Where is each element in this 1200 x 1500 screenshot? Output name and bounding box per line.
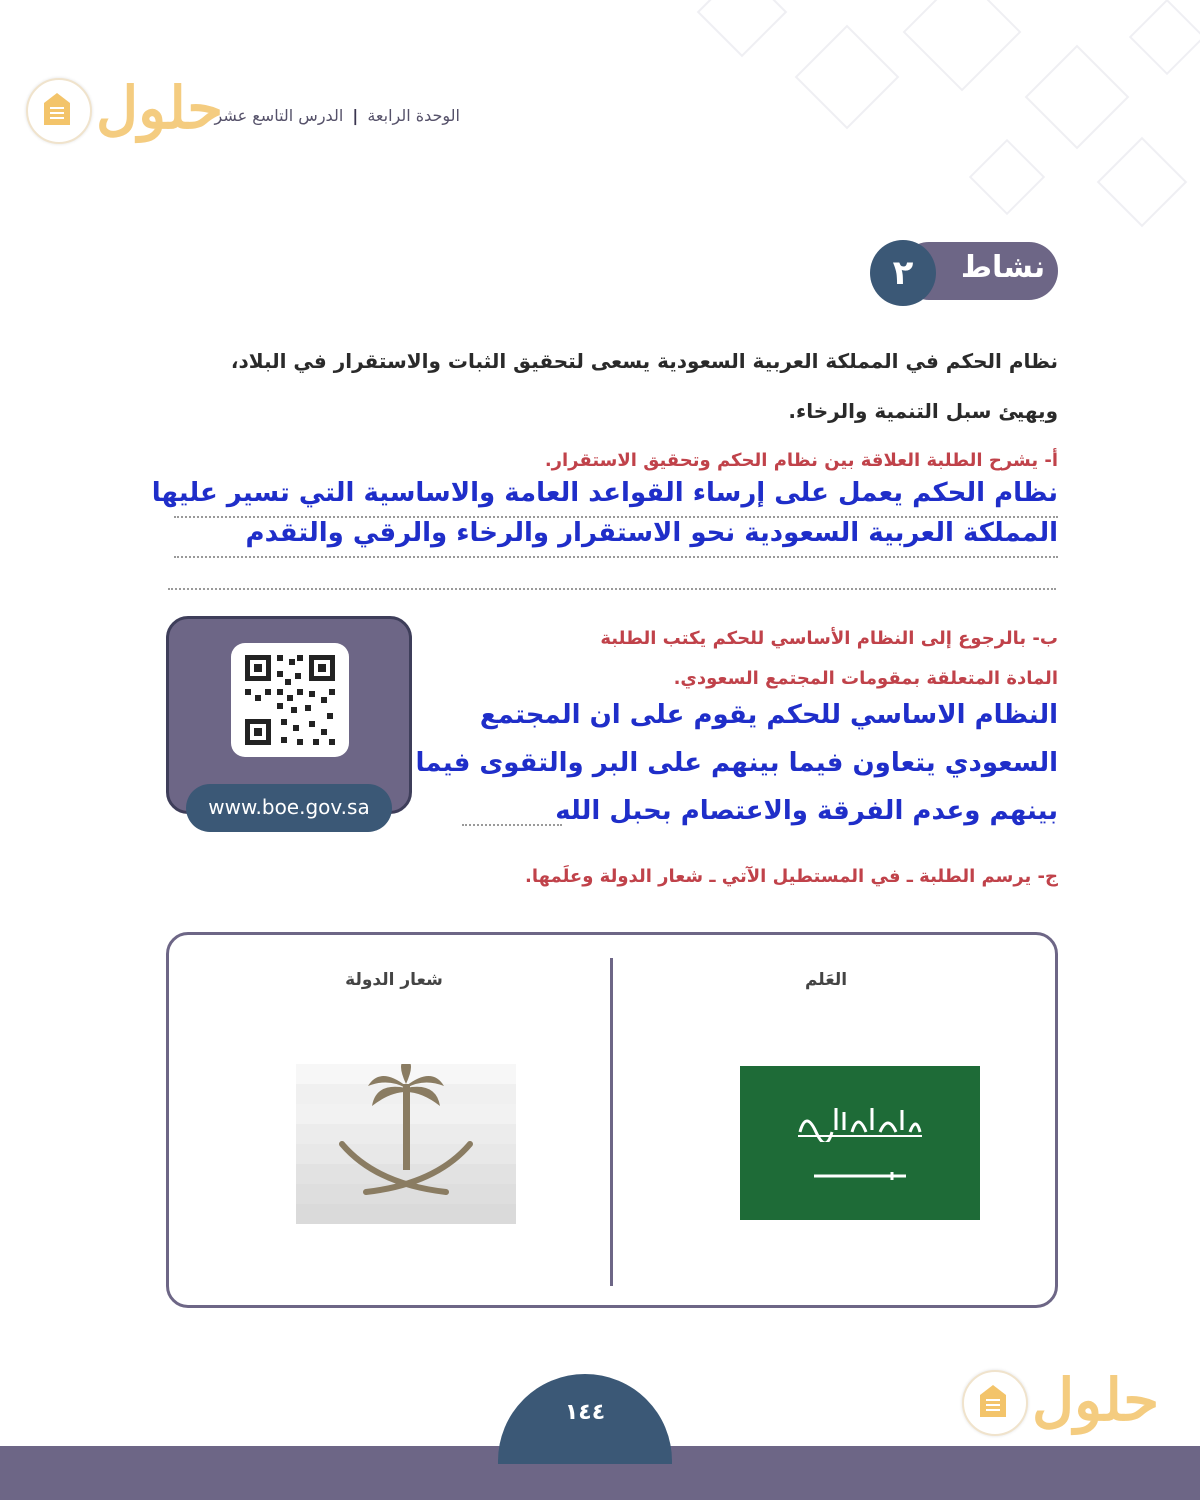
intro-line-1: نظام الحكم في المملكة العربية السعودية يسعى لتحقيق الثبات والاستقرار في البلاد، — [230, 349, 1058, 373]
activity-badge — [870, 240, 1060, 306]
qr-code[interactable] — [231, 643, 349, 757]
state-emblem-image — [296, 1064, 516, 1224]
intro-line-2: ويهيئ سبل التنمية والرخاء. — [788, 399, 1058, 423]
answer-a-line-2: المملكة العربية السعودية نحو الاستقرار والرخاء والرقي والتقدم — [174, 518, 1058, 558]
page-number: ١٤٤ — [564, 1400, 606, 1425]
answer-b-line-1: النظام الاساسي للحكم يقوم على ان المجتمع — [479, 700, 1058, 730]
qr-code-icon — [231, 643, 349, 757]
activity-label: نشاط — [960, 250, 1046, 285]
flag-caption: العَلم — [804, 970, 848, 990]
url-link[interactable]: www.boe.gov.sa — [186, 784, 392, 832]
saudi-flag-image — [740, 1066, 980, 1220]
question-b-line-2: المادة المتعلقة بمقومات المجتمع السعودي. — [673, 668, 1058, 689]
answer-a-line-1: نظام الحكم يعمل على إرساء القواعد العامة والاساسية التي تسير عليها — [174, 478, 1058, 518]
activity-number: ٢ — [870, 240, 936, 306]
question-a: أ- يشرح الطلبة العلاقة بين نظام الحكم وتحقيق الاستقرار. — [544, 450, 1058, 471]
logo-wordmark: حلول — [96, 74, 224, 142]
drawing-divider — [610, 958, 613, 1286]
unit-title: الوحدة الرابعة — [367, 106, 460, 125]
intro-paragraph — [158, 336, 1058, 436]
decorative-pattern — [680, 0, 1200, 240]
lesson-title: الدرس التاسع عشر — [214, 106, 344, 125]
answer-b-dotted-end — [462, 824, 562, 826]
book-icon — [980, 1385, 1006, 1417]
logo-wordmark: حلول — [1032, 1366, 1160, 1434]
sword-icon — [812, 1170, 908, 1182]
book-icon — [44, 93, 70, 125]
question-b-line-1: ب- بالرجوع إلى النظام الأساسي للحكم يكتب الطلبة — [600, 628, 1058, 649]
question-c: ج- يرسم الطلبة ـ في المستطيل الآتي ـ شعار الدولة وعلَمها. — [525, 866, 1058, 887]
emblem-caption: شعار الدولة — [345, 970, 443, 990]
shahada-script-icon — [796, 1102, 924, 1142]
blank-answer-line — [168, 588, 1056, 590]
answer-b-line-2: السعودي يتعاون فيما بينهم على البر والتقوى فيما — [415, 748, 1058, 778]
answer-b-line-3: بينهم وعدم الفرقة والاعتصام بحبل الله — [555, 796, 1058, 826]
header-separator: | — [352, 106, 359, 125]
